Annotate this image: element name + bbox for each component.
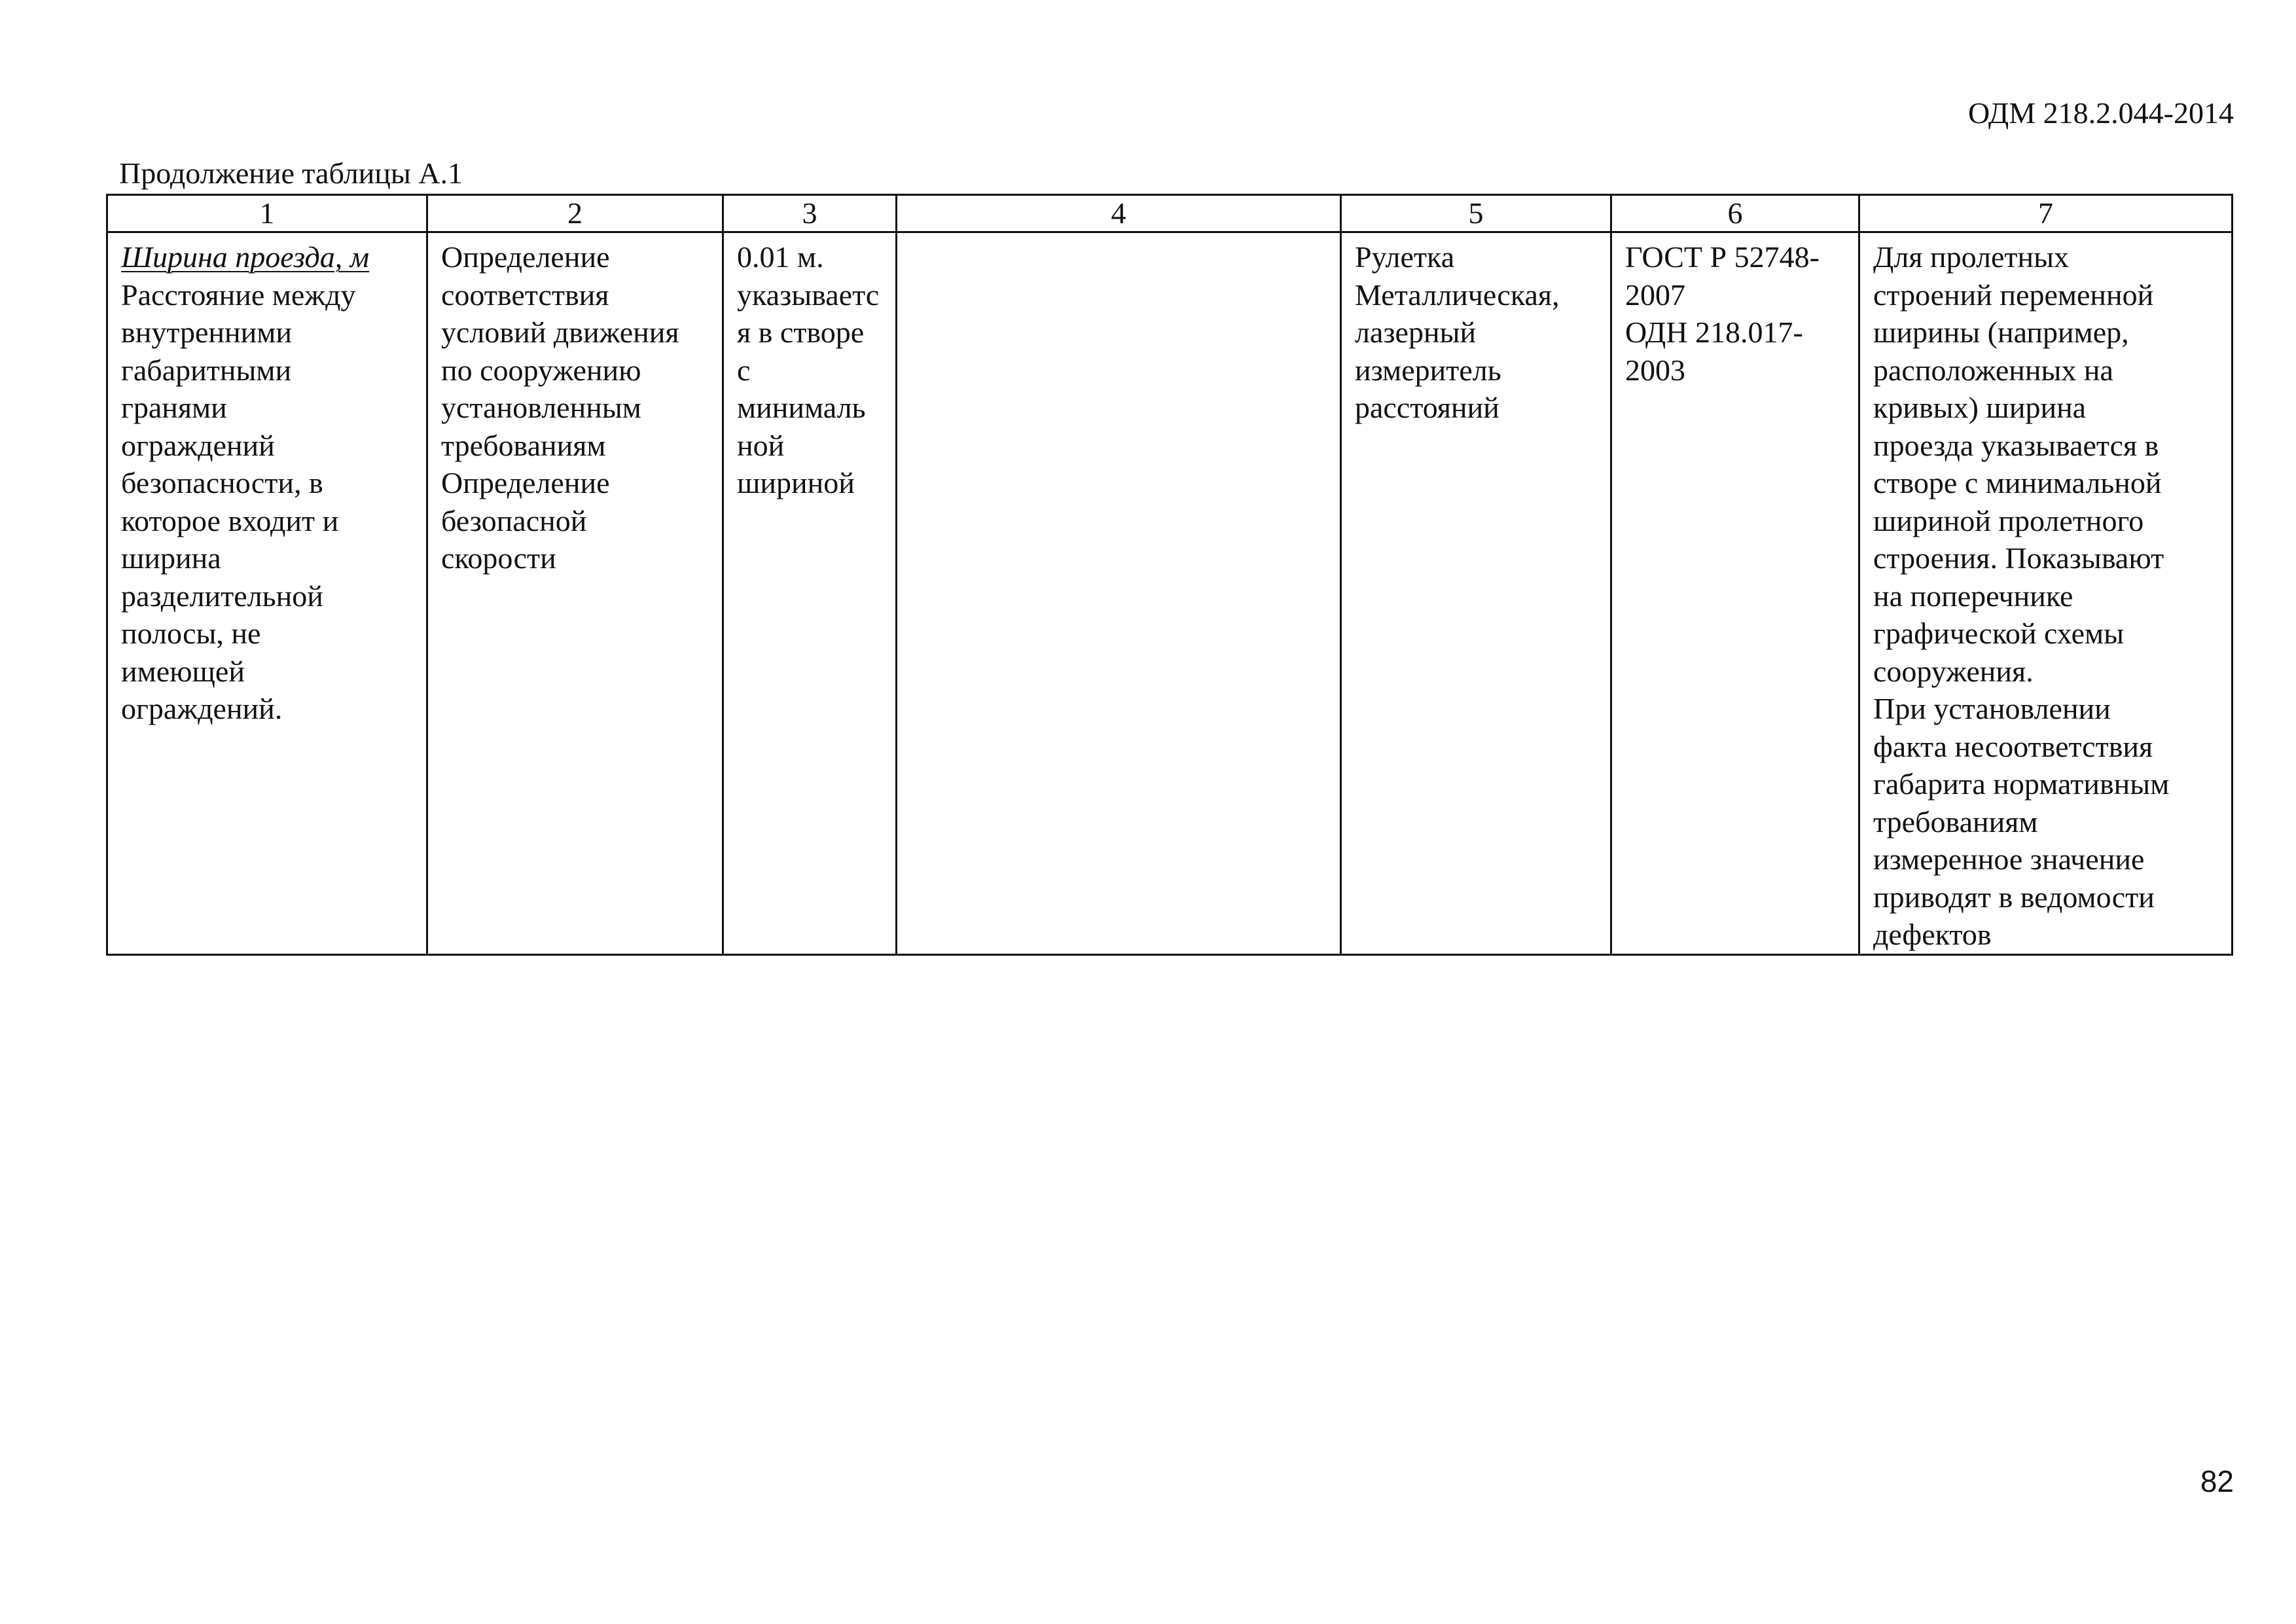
table-caption: Продолжение таблицы А.1 <box>119 156 463 190</box>
purpose-text <box>441 238 711 577</box>
cell-line: на поперечнике <box>1873 579 2073 613</box>
cell-line: строений переменной <box>1873 278 2154 312</box>
cell-line: ной <box>737 428 785 462</box>
cell-line: имеющей <box>121 654 245 688</box>
cell-line: внутренними <box>121 316 292 349</box>
cell-line: требованиям <box>1873 804 2038 839</box>
column-number-2: 2 <box>427 195 723 232</box>
cell-line: скорости <box>441 541 556 575</box>
continuation-table <box>106 194 2233 956</box>
cell-line: шириной <box>737 466 855 499</box>
cell-line: безопасной <box>441 503 587 537</box>
cell-notes <box>1859 232 2233 955</box>
cell-line: безопасности, в <box>121 466 323 499</box>
cell-line: по сооружению <box>441 353 641 387</box>
cell-line: соответствия <box>441 278 609 312</box>
cell-line: сооружения. <box>1873 654 2034 688</box>
cell-line: которое входит и <box>121 503 339 537</box>
cell-line: Для пролетных <box>1873 240 2069 274</box>
cell-line: разделительной <box>121 579 323 613</box>
column-number-5: 5 <box>1341 195 1611 232</box>
standards-text <box>1625 238 1848 389</box>
notes-text <box>1873 238 2221 954</box>
cell-line: габарита нормативным <box>1873 767 2170 801</box>
cell-parameter <box>107 232 427 955</box>
cell-line: факта несоответствия <box>1873 729 2153 763</box>
cell-line: измеренное значение <box>1873 842 2145 876</box>
cell-purpose <box>427 232 723 955</box>
column-number-4: 4 <box>897 195 1341 232</box>
cell-line: минималь <box>737 391 866 424</box>
cell-line: условий движения <box>441 316 679 349</box>
cell-line: расположенных на <box>1873 353 2113 387</box>
accuracy-text <box>737 238 885 502</box>
cell-line: габаритными <box>121 353 292 387</box>
cell-line: графической схемы <box>1873 617 2125 650</box>
cell-line: 2003 <box>1625 353 1685 387</box>
cell-line: дефектов <box>1873 918 1992 951</box>
cell-line: проезда указывается в <box>1873 428 2159 462</box>
column-number-3: 3 <box>723 195 897 232</box>
column-number-1: 1 <box>107 195 427 232</box>
cell-line: измеритель <box>1355 353 1501 387</box>
cell-line: ГОСТ Р 52748- <box>1625 240 1820 274</box>
cell-line: гранями <box>121 391 227 424</box>
cell-accuracy <box>723 232 897 955</box>
column-number-row <box>107 195 2233 232</box>
cell-line: указываетс <box>737 278 880 312</box>
cell-line: полосы, не <box>121 617 261 650</box>
page-number: 82 <box>2200 1464 2234 1498</box>
cell-line: ОДН 218.017- <box>1625 316 1803 349</box>
cell-line: шириной пролетного <box>1873 503 2144 537</box>
cell-line: приводят в ведомости <box>1873 880 2155 914</box>
cell-line: Металлическая, <box>1355 278 1560 312</box>
cell-line: Расстояние между <box>121 278 356 312</box>
cell-line: установленным <box>441 391 641 424</box>
cell-line: 0.01 м. <box>737 240 824 274</box>
cell-instruments <box>1341 232 1611 955</box>
cell-line: я в створе <box>737 316 865 349</box>
cell-line: требованиям <box>441 428 606 462</box>
cell-column-4 <box>897 232 1341 955</box>
column-number-7: 7 <box>1859 195 2233 232</box>
cell-line: кривых) ширина <box>1873 391 2087 424</box>
parameter-title: Ширина проезда, м <box>121 240 370 274</box>
cell-line: Определение <box>441 240 610 274</box>
cell-line: ширины (например, <box>1873 316 2129 349</box>
cell-line: с <box>737 353 751 387</box>
cell-line: При установлении <box>1873 692 2111 725</box>
cell-line: ограждений. <box>121 692 283 725</box>
document-code: ОДМ 218.2.044-2014 <box>1967 96 2234 130</box>
table-row <box>107 232 2233 955</box>
cell-line: Определение <box>441 466 610 499</box>
cell-line: 2007 <box>1625 278 1685 312</box>
cell-line: Рулетка <box>1355 240 1455 274</box>
parameter-description <box>121 276 416 728</box>
cell-line: расстояний <box>1355 391 1499 424</box>
cell-line: ширина <box>121 541 221 575</box>
column-number-6: 6 <box>1611 195 1859 232</box>
cell-line: строения. Показывают <box>1873 541 2164 575</box>
cell-standards <box>1611 232 1859 955</box>
cell-line: створе с минимальной <box>1873 466 2162 499</box>
cell-line: лазерный <box>1355 316 1477 349</box>
instruments-text <box>1355 238 1600 427</box>
cell-line: ограждений <box>121 428 275 462</box>
